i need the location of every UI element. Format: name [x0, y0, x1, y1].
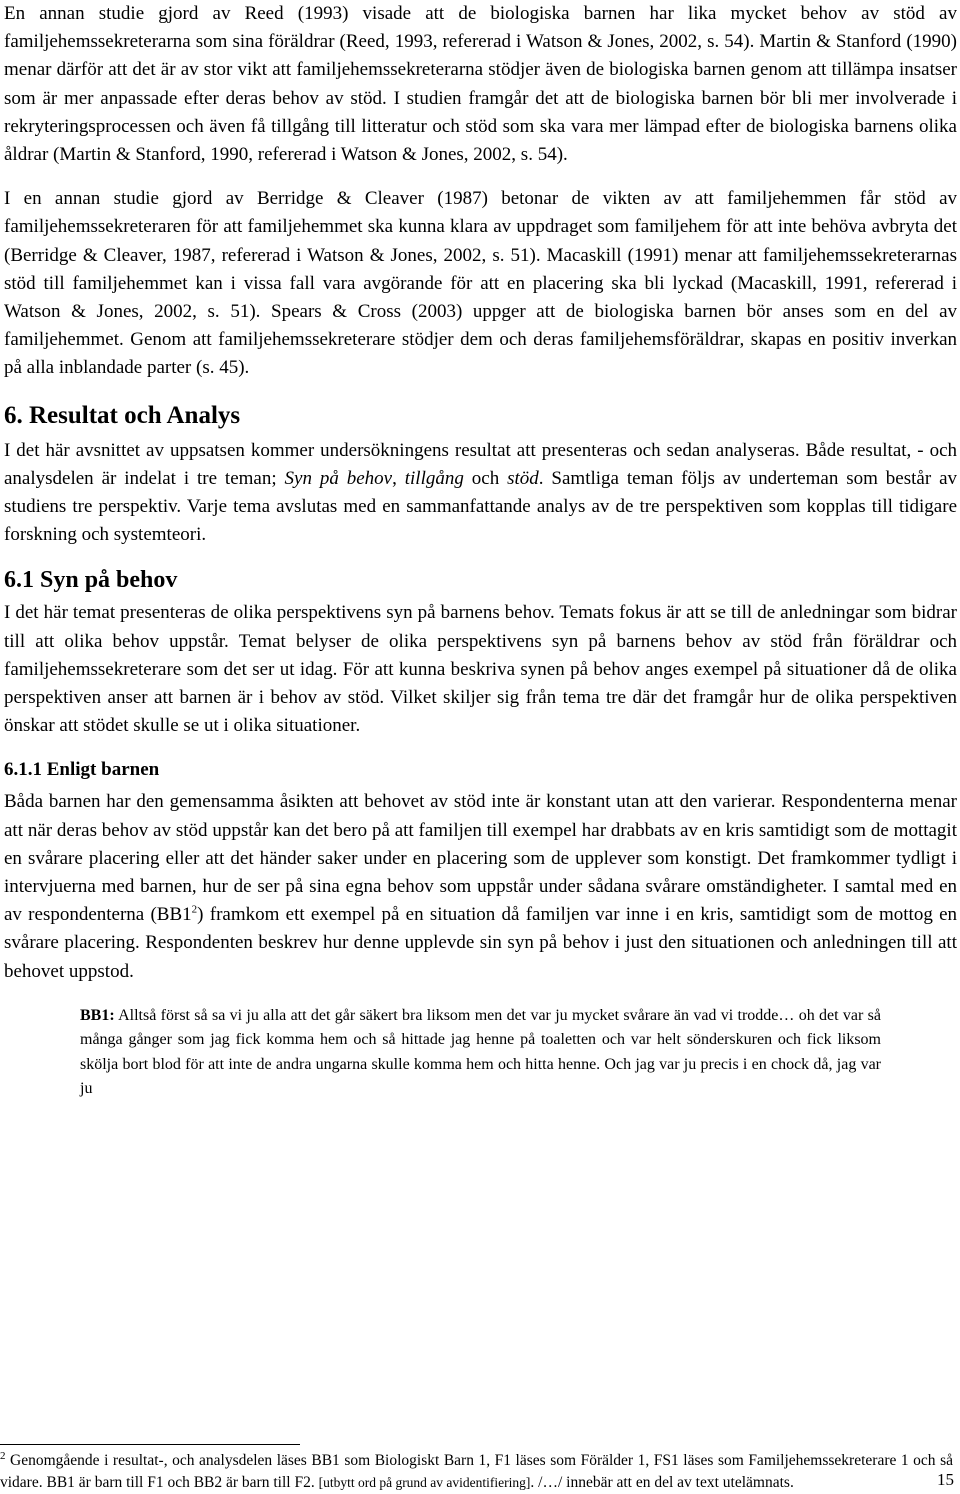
- footnote-bracket-note: [utbytt ord på grund av avidentifiering]: [318, 1475, 531, 1490]
- text-run: och: [463, 467, 508, 489]
- text-run: ) framkom ett exempel på en situation då familjen var inne i en kris, samtidigt som de mottog en svårare placering. Respondenten beskrev hur denne upplevde sin syn på behov i just den situationen och anledningen till att behovet uppstod.: [4, 904, 958, 982]
- text-run: ,: [392, 467, 405, 489]
- paragraph-section-6-intro: [4, 437, 957, 550]
- quote-text: Alltså först så sa vi ju alla att det går säkert bra liksom men det var ju mycket svårare än vad vi trodde… oh det var så många gånger som jag fick komma hem och så hittade jag henne på toaletten och var helt sönderskuren och fick liksom skölja bort blod för att inte de andra ungarna skulle komma hem och hitta henne. Och jag var ju precis i en chock då, jag var ju: [80, 1006, 881, 1098]
- quote-speaker: BB1:: [80, 1006, 115, 1024]
- footnote: [0, 1450, 953, 1494]
- text-run: . Samtliga teman följs av underteman som består av studiens tre perspektiv. Varje tema avslutas med en sammanfattande analys av de tre perspektiven som kopplas till tidigare forskning och systemteori.: [4, 467, 957, 546]
- heading-section-6-1: 6.1 Syn på behov: [4, 567, 178, 594]
- footnote-separator: [0, 1444, 300, 1445]
- theme-syn-pa-behov: Syn på behov: [284, 467, 393, 489]
- heading-section-6-1-1: 6.1.1 Enligt barnen: [4, 759, 160, 781]
- footnote-text-end: . /…/ innebär att en del av text utelämnats.: [530, 1474, 794, 1491]
- theme-stod: stöd: [507, 467, 539, 489]
- page-number: 15: [937, 1470, 954, 1489]
- footnote-reference[interactable]: 2: [191, 903, 198, 916]
- text-run: Båda barnen har den gemensamma åsikten att behovet av stöd inte är konstant utan att den varierar. Respondenterna menar att när deras behov av stöd uppstår kan det bero på att familjen till exempel har drabbats av en kris samtidigt som de mottagit en svårare placering eller att det händer saker under en placering som de upplever som konstigt. Det framkommer tydligt i intervjuerna med barnen, hur de ser på sina egna behov som uppstår under sådana svårare omständigheter. I samtal med en av respondenterna (BB1: [4, 791, 957, 926]
- document-page: [4, 0, 957, 1102]
- footnote-marker: 2: [0, 1449, 6, 1462]
- heading-section-6: 6. Resultat och Analys: [4, 401, 241, 429]
- paragraph-berridge-cleaver: I en annan studie gjord av Berridge & Cleaver (1987) betonar de vikten av att familjehemmen får stöd av familjehemssekreteraren för att familjehemmet ska kunna klara av uppdraget som familjehem för att inte behöva avbryta det (Berridge & Cleaver, 1987, refererad i Watson & Jones, 2002, s. 51). Macaskill (1991) menar att familjehemssekreterarnas stöd till familjehemmet kan i vissa fall vara avgörande för att en placering ska bli lyckad (Macaskill, 1991, refererad i Watson & Jones, 2002, s. 51). Spears & Cross (2003) uppger att de biologiska barnen bör anses som en del av familjehemmet. Genom att familjehemssekreterare stödjer dem och deras familjehemsföräldrar, skapas en positiv inverkan på alla inblandade parter (s. 45).: [4, 188, 957, 379]
- paragraph-section-6-1: I det här temat presenteras de olika perspektivens syn på barnens behov. Temats fokus är att se till de anledningar som bidrar till att olika behov uppstår. Temat belyser de olika perspektivens syn på barnens behov av stöd från föräldrar och familjehemssekreterare som det ser ut idag. För att kunna beskriva synen på behov anges exempel på situationer då de olika perspektiven anser att barnen är i behov av stöd. Vilket skiljer sig från tema tre där det framgår hur de olika perspektiven önskar att stödet skulle se ut i olika situationer.: [4, 602, 957, 737]
- text-run: I det här avsnittet av uppsatsen kommer undersökningens resultat att presenteras och sedan analyseras. Både resultat, - och analysdelen är indelat i tre teman;: [4, 439, 957, 489]
- paragraph-section-6-1-1: [4, 788, 957, 985]
- interview-quote: [80, 1004, 881, 1102]
- paragraph-reed-study: En annan studie gjord av Reed (1993) visade att de biologiska barnen har lika mycket behov av stöd av familjehemssekreterarna som sina föräldrar (Reed, 1993, refererad i Watson & Jones, 2002, s. 54). Martin & Stanford (1990) menar därför att det är av stor vikt att familjehemssekreterarna stödjer även de biologiska barnen genom att tillämpa insatser som är mer anpassade efter deras behov av stöd. I studien framgår det att de biologiska barnen bör bli mer involverade i rekryteringsprocessen och även få tillgång till litteratur och stöd som ska vara mer lämpad efter de biologiska barnens olika åldrar (Martin & Stanford, 1990, refererad i Watson & Jones, 2002, s. 54).: [4, 3, 957, 166]
- footnote-text: Genomgående i resultat-, och analysdelen läses BB1 som Biologiskt Barn 1, F1 läses som Förälder 1, FS1 läses som Familjehemssekreterare 1 och så vidare. BB1 är barn till F1 och BB2 är barn till F2.: [0, 1452, 953, 1491]
- theme-tillgang: tillgång: [404, 467, 464, 489]
